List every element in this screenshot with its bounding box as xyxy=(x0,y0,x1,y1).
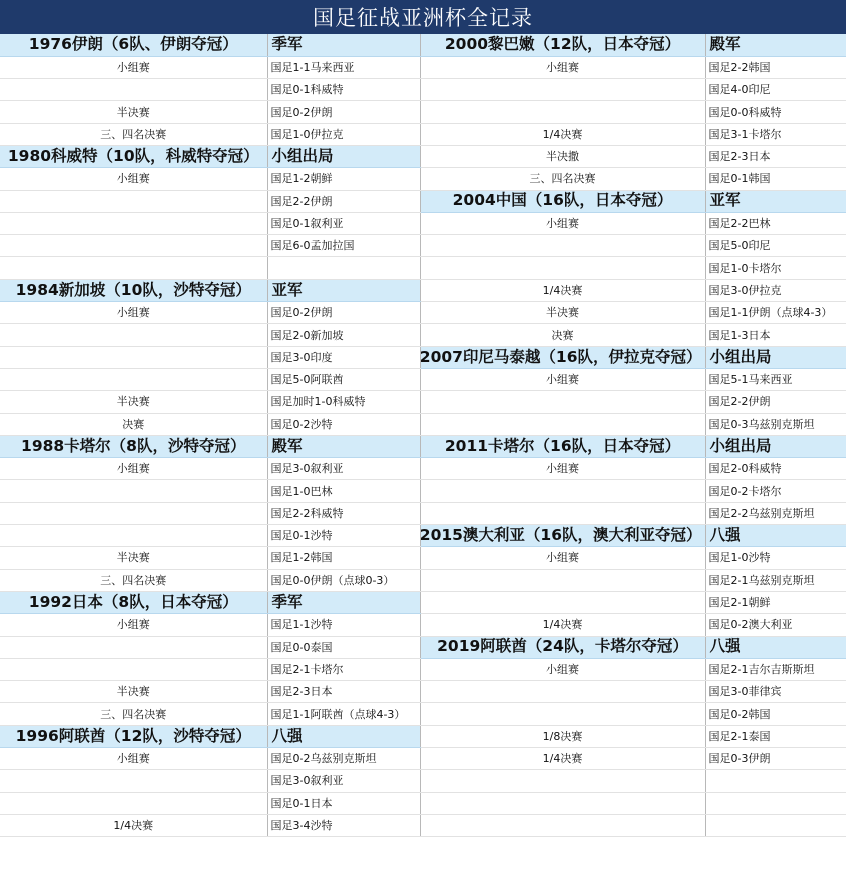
stage-cell: 三、四名决赛 xyxy=(0,123,267,145)
match-result-cell: 国足6-0孟加拉国 xyxy=(267,235,420,257)
tournament-title: 2007印尼马泰越（16队，伊拉克夺冠） xyxy=(420,346,705,368)
stage-cell xyxy=(0,525,267,547)
match-result-cell: 国足加时1-0科威特 xyxy=(267,391,420,413)
match-result-cell xyxy=(267,257,420,279)
stage-cell: 小组赛 xyxy=(420,658,705,680)
stage-cell: 三、四名决赛 xyxy=(0,703,267,725)
stage-cell: 小组赛 xyxy=(420,56,705,78)
tournament-title: 1992日本（8队，日本夺冠） xyxy=(0,591,267,613)
stage-cell: 半决赛 xyxy=(0,681,267,703)
match-result-cell: 国足2-1乌兹别克斯坦 xyxy=(705,569,846,591)
stage-cell xyxy=(420,703,705,725)
stage-cell: 小组赛 xyxy=(0,614,267,636)
table-row xyxy=(0,168,846,190)
stage-cell xyxy=(420,257,705,279)
match-result-cell: 国足2-1卡塔尔 xyxy=(267,658,420,680)
match-result-cell: 国足0-1日本 xyxy=(267,792,420,814)
table-row xyxy=(0,792,846,814)
stage-cell xyxy=(0,636,267,658)
match-result-cell: 国足0-1沙特 xyxy=(267,525,420,547)
table-row xyxy=(0,212,846,234)
match-result-cell: 国足1-2韩国 xyxy=(267,547,420,569)
stage-cell: 决赛 xyxy=(420,324,705,346)
stage-cell xyxy=(0,502,267,524)
match-result-cell: 国足3-4沙特 xyxy=(267,814,420,836)
table-row xyxy=(0,770,846,792)
table-row xyxy=(0,458,846,480)
match-result-cell: 国足1-2朝鲜 xyxy=(267,168,420,190)
match-result-cell: 国足0-2乌兹别克斯坦 xyxy=(267,748,420,770)
table-row xyxy=(0,658,846,680)
table-row xyxy=(0,435,846,457)
tournament-finish: 小组出局 xyxy=(705,435,846,457)
stage-cell xyxy=(420,814,705,836)
match-result-cell: 国足1-1阿联酋（点球4-3） xyxy=(267,703,420,725)
table-row xyxy=(0,814,846,836)
stage-cell: 1/4决赛 xyxy=(420,279,705,301)
tournament-title: 1984新加坡（10队，沙特夺冠） xyxy=(0,279,267,301)
match-result-cell: 国足1-0巴林 xyxy=(267,480,420,502)
stage-cell xyxy=(420,101,705,123)
match-result-cell: 国足3-0伊拉克 xyxy=(705,279,846,301)
match-result-cell: 国足1-0卡塔尔 xyxy=(705,257,846,279)
match-result-cell: 国足2-2巴林 xyxy=(705,212,846,234)
match-result-cell: 国足3-0印度 xyxy=(267,346,420,368)
match-result-cell: 国足2-1泰国 xyxy=(705,725,846,747)
table-row xyxy=(0,56,846,78)
match-result-cell: 国足0-2卡塔尔 xyxy=(705,480,846,502)
tournament-finish: 小组出局 xyxy=(267,145,420,167)
table-row xyxy=(0,346,846,368)
table-row xyxy=(0,502,846,524)
match-result-cell: 国足1-0伊拉克 xyxy=(267,123,420,145)
tournament-title: 2019阿联酋（24队，卡塔尔夺冠） xyxy=(420,636,705,658)
tournament-finish: 八强 xyxy=(705,525,846,547)
tournament-finish: 殿军 xyxy=(705,34,846,56)
table-row xyxy=(0,368,846,390)
tournament-finish: 小组出局 xyxy=(705,346,846,368)
stage-cell xyxy=(420,591,705,613)
stage-cell: 半决撒 xyxy=(420,145,705,167)
stage-cell: 小组赛 xyxy=(420,458,705,480)
stage-cell: 小组赛 xyxy=(0,748,267,770)
match-result-cell: 国足2-0新加坡 xyxy=(267,324,420,346)
match-result-cell: 国足5-0印尼 xyxy=(705,235,846,257)
table-row xyxy=(0,681,846,703)
stage-cell: 小组赛 xyxy=(420,212,705,234)
stage-cell: 决赛 xyxy=(0,413,267,435)
table-row xyxy=(0,748,846,770)
match-result-cell: 国足0-0科威特 xyxy=(705,101,846,123)
stage-cell xyxy=(0,257,267,279)
table-row xyxy=(0,391,846,413)
stage-cell: 小组赛 xyxy=(0,302,267,324)
match-result-cell: 国足0-3伊朗 xyxy=(705,748,846,770)
page-title: 国足征战亚洲杯全记录 xyxy=(0,0,846,34)
stage-cell xyxy=(0,212,267,234)
stage-cell xyxy=(0,324,267,346)
table-row xyxy=(0,302,846,324)
stage-cell xyxy=(0,79,267,101)
table-row xyxy=(0,614,846,636)
tournament-finish: 季军 xyxy=(267,34,420,56)
tournament-title: 2000黎巴嫩（12队，日本夺冠） xyxy=(420,34,705,56)
match-result-cell: 国足0-0伊朗（点球0-3） xyxy=(267,569,420,591)
match-result-cell: 国足2-1朝鲜 xyxy=(705,591,846,613)
table-row xyxy=(0,235,846,257)
stage-cell: 小组赛 xyxy=(420,547,705,569)
table-row xyxy=(0,480,846,502)
stage-cell xyxy=(0,480,267,502)
stage-cell xyxy=(0,770,267,792)
stage-cell xyxy=(420,391,705,413)
stage-cell xyxy=(420,502,705,524)
stage-cell xyxy=(420,569,705,591)
tournament-title: 1996阿联酋（12队，沙特夺冠） xyxy=(0,725,267,747)
match-result-cell: 国足1-1沙特 xyxy=(267,614,420,636)
stage-cell: 半决赛 xyxy=(420,302,705,324)
match-result-cell: 国足0-2伊朗 xyxy=(267,302,420,324)
table-row xyxy=(0,525,846,547)
table-row xyxy=(0,569,846,591)
match-result-cell: 国足2-2乌兹别克斯坦 xyxy=(705,502,846,524)
table-row xyxy=(0,79,846,101)
match-result-cell: 国足2-0科威特 xyxy=(705,458,846,480)
stage-cell xyxy=(420,792,705,814)
table-row xyxy=(0,190,846,212)
tournament-finish: 亚军 xyxy=(705,190,846,212)
stage-cell: 三、四名决赛 xyxy=(0,569,267,591)
match-result-cell: 国足2-2伊朗 xyxy=(705,391,846,413)
match-result-cell: 国足3-0叙利亚 xyxy=(267,770,420,792)
stage-cell: 1/4决赛 xyxy=(420,123,705,145)
stage-cell: 1/8决赛 xyxy=(420,725,705,747)
match-result-cell: 国足0-2韩国 xyxy=(705,703,846,725)
match-result-cell xyxy=(705,792,846,814)
match-result-cell: 国足2-2韩国 xyxy=(705,56,846,78)
match-result-cell: 国足0-0泰国 xyxy=(267,636,420,658)
stage-cell xyxy=(0,235,267,257)
tournament-title: 1976伊朗（6队、伊朗夺冠） xyxy=(0,34,267,56)
stage-cell: 1/4决赛 xyxy=(420,748,705,770)
match-result-cell: 国足2-2科威特 xyxy=(267,502,420,524)
stage-cell: 1/4决赛 xyxy=(0,814,267,836)
tournament-finish: 八强 xyxy=(705,636,846,658)
stage-cell xyxy=(420,235,705,257)
match-result-cell: 国足2-3日本 xyxy=(705,145,846,167)
stage-cell xyxy=(420,770,705,792)
stage-cell: 小组赛 xyxy=(420,368,705,390)
stage-cell: 小组赛 xyxy=(0,56,267,78)
stage-cell: 半决赛 xyxy=(0,547,267,569)
match-result-cell: 国足2-1吉尔吉斯斯坦 xyxy=(705,658,846,680)
match-result-cell: 国足3-0菲律宾 xyxy=(705,681,846,703)
table-row xyxy=(0,324,846,346)
match-result-cell xyxy=(705,814,846,836)
tournament-finish: 八强 xyxy=(267,725,420,747)
match-result-cell: 国足2-2伊朗 xyxy=(267,190,420,212)
table-row xyxy=(0,34,846,56)
table-row xyxy=(0,636,846,658)
stage-cell xyxy=(420,79,705,101)
stage-cell xyxy=(0,658,267,680)
tournament-title: 2011卡塔尔（16队，日本夺冠） xyxy=(420,435,705,457)
match-result-cell: 国足0-2沙特 xyxy=(267,413,420,435)
match-result-cell xyxy=(705,770,846,792)
match-result-cell: 国足3-1卡塔尔 xyxy=(705,123,846,145)
stage-cell xyxy=(0,190,267,212)
table-row xyxy=(0,413,846,435)
match-result-cell: 国足0-1科威特 xyxy=(267,79,420,101)
table-row xyxy=(0,101,846,123)
match-result-cell: 国足1-1马来西亚 xyxy=(267,56,420,78)
table-row xyxy=(0,591,846,613)
stage-cell: 小组赛 xyxy=(0,458,267,480)
tournament-finish: 亚军 xyxy=(267,279,420,301)
match-result-cell: 国足3-0叙利亚 xyxy=(267,458,420,480)
stage-cell: 半决赛 xyxy=(0,391,267,413)
table-row xyxy=(0,703,846,725)
match-result-cell: 国足5-1马来西亚 xyxy=(705,368,846,390)
stage-cell xyxy=(420,681,705,703)
record-table xyxy=(0,34,846,837)
stage-cell: 三、四名决赛 xyxy=(420,168,705,190)
table-row xyxy=(0,123,846,145)
match-result-cell: 国足0-2伊朗 xyxy=(267,101,420,123)
table-row xyxy=(0,547,846,569)
stage-cell: 半决赛 xyxy=(0,101,267,123)
stage-cell xyxy=(420,480,705,502)
table-row xyxy=(0,257,846,279)
match-result-cell: 国足0-1叙利亚 xyxy=(267,212,420,234)
tournament-title: 2004中国（16队，日本夺冠） xyxy=(420,190,705,212)
stage-cell xyxy=(0,368,267,390)
tournament-title: 1988卡塔尔（8队，沙特夺冠） xyxy=(0,435,267,457)
stage-cell: 小组赛 xyxy=(0,168,267,190)
table-row xyxy=(0,279,846,301)
table-row xyxy=(0,145,846,167)
match-result-cell: 国足1-0沙特 xyxy=(705,547,846,569)
match-result-cell: 国足0-3乌兹别克斯坦 xyxy=(705,413,846,435)
stage-cell xyxy=(0,346,267,368)
tournament-title: 1980科威特（10队，科威特夺冠） xyxy=(0,145,267,167)
tournament-finish: 季军 xyxy=(267,591,420,613)
stage-cell: 1/4决赛 xyxy=(420,614,705,636)
stage-cell xyxy=(420,413,705,435)
match-result-cell: 国足0-1韩国 xyxy=(705,168,846,190)
match-result-cell: 国足2-3日本 xyxy=(267,681,420,703)
match-result-cell: 国足4-0印尼 xyxy=(705,79,846,101)
table-row xyxy=(0,725,846,747)
match-result-cell: 国足5-0阿联酋 xyxy=(267,368,420,390)
tournament-finish: 殿军 xyxy=(267,435,420,457)
match-result-cell: 国足0-2澳大利亚 xyxy=(705,614,846,636)
tournament-title: 2015澳大利亚（16队，澳大利亚夺冠） xyxy=(420,525,705,547)
match-result-cell: 国足1-1伊朗（点球4-3） xyxy=(705,302,846,324)
match-result-cell: 国足1-3日本 xyxy=(705,324,846,346)
stage-cell xyxy=(0,792,267,814)
